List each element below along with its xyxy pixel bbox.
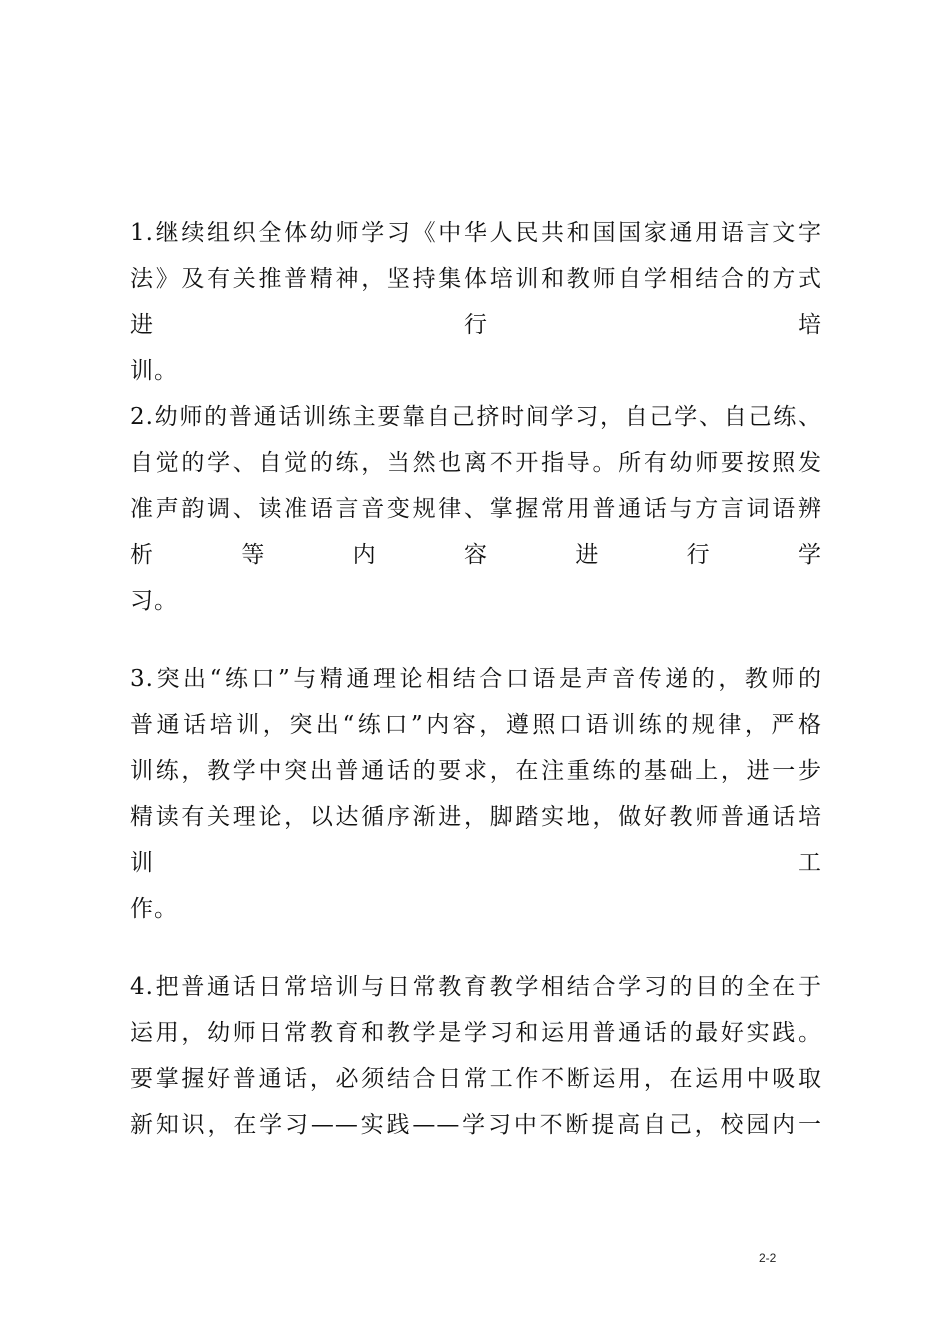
text-line: 自觉的学、自觉的练，当然也离不开指导。所有幼师要按照发 bbox=[130, 450, 822, 476]
page-number: 2-2 bbox=[759, 1251, 777, 1265]
text-line: 要掌握好普通话，必须结合日常工作不断运用，在运用中吸取 bbox=[130, 1066, 822, 1092]
text-line: 训练，教学中突出普通话的要求，在注重练的基础上，进一步 bbox=[130, 758, 822, 784]
text-line: 新知识，在学习——实践——学习中不断提高自己，校园内一 bbox=[130, 1112, 822, 1138]
text-line: 1.继续组织全体幼师学习《中华人民共和国国家通用语言文字 bbox=[130, 220, 822, 246]
text-line: 作。 bbox=[130, 896, 178, 922]
text-line: 训。 bbox=[130, 358, 178, 384]
text-line: 进 行 培 bbox=[130, 312, 822, 338]
text-line: 2.幼师的普通话训练主要靠自己挤时间学习，自己学、自己练、 bbox=[130, 404, 822, 430]
text-line: 法》及有关推普精神，坚持集体培训和教师自学相结合的方式 bbox=[130, 266, 822, 292]
text-line: 普通话培训，突出“练口”内容，遵照口语训练的规律，严格 bbox=[130, 712, 822, 738]
text-line: 4.把普通话日常培训与日常教育教学相结合学习的目的全在于 bbox=[130, 974, 822, 1000]
text-line: 运用，幼师日常教育和教学是学习和运用普通话的最好实践。 bbox=[130, 1020, 822, 1046]
text-line: 准声韵调、读准语言音变规律、掌握常用普通话与方言词语辨 bbox=[130, 496, 822, 522]
text-line: 精读有关理论，以达循序渐进，脚踏实地，做好教师普通话培 bbox=[130, 804, 822, 830]
text-line: 习。 bbox=[130, 588, 178, 614]
text-line: 析 等 内 容 进 行 学 bbox=[130, 542, 822, 568]
text-line: 训 工 bbox=[130, 850, 822, 876]
text-line: 3.突出“练口”与精通理论相结合口语是声音传递的，教师的 bbox=[130, 666, 822, 692]
